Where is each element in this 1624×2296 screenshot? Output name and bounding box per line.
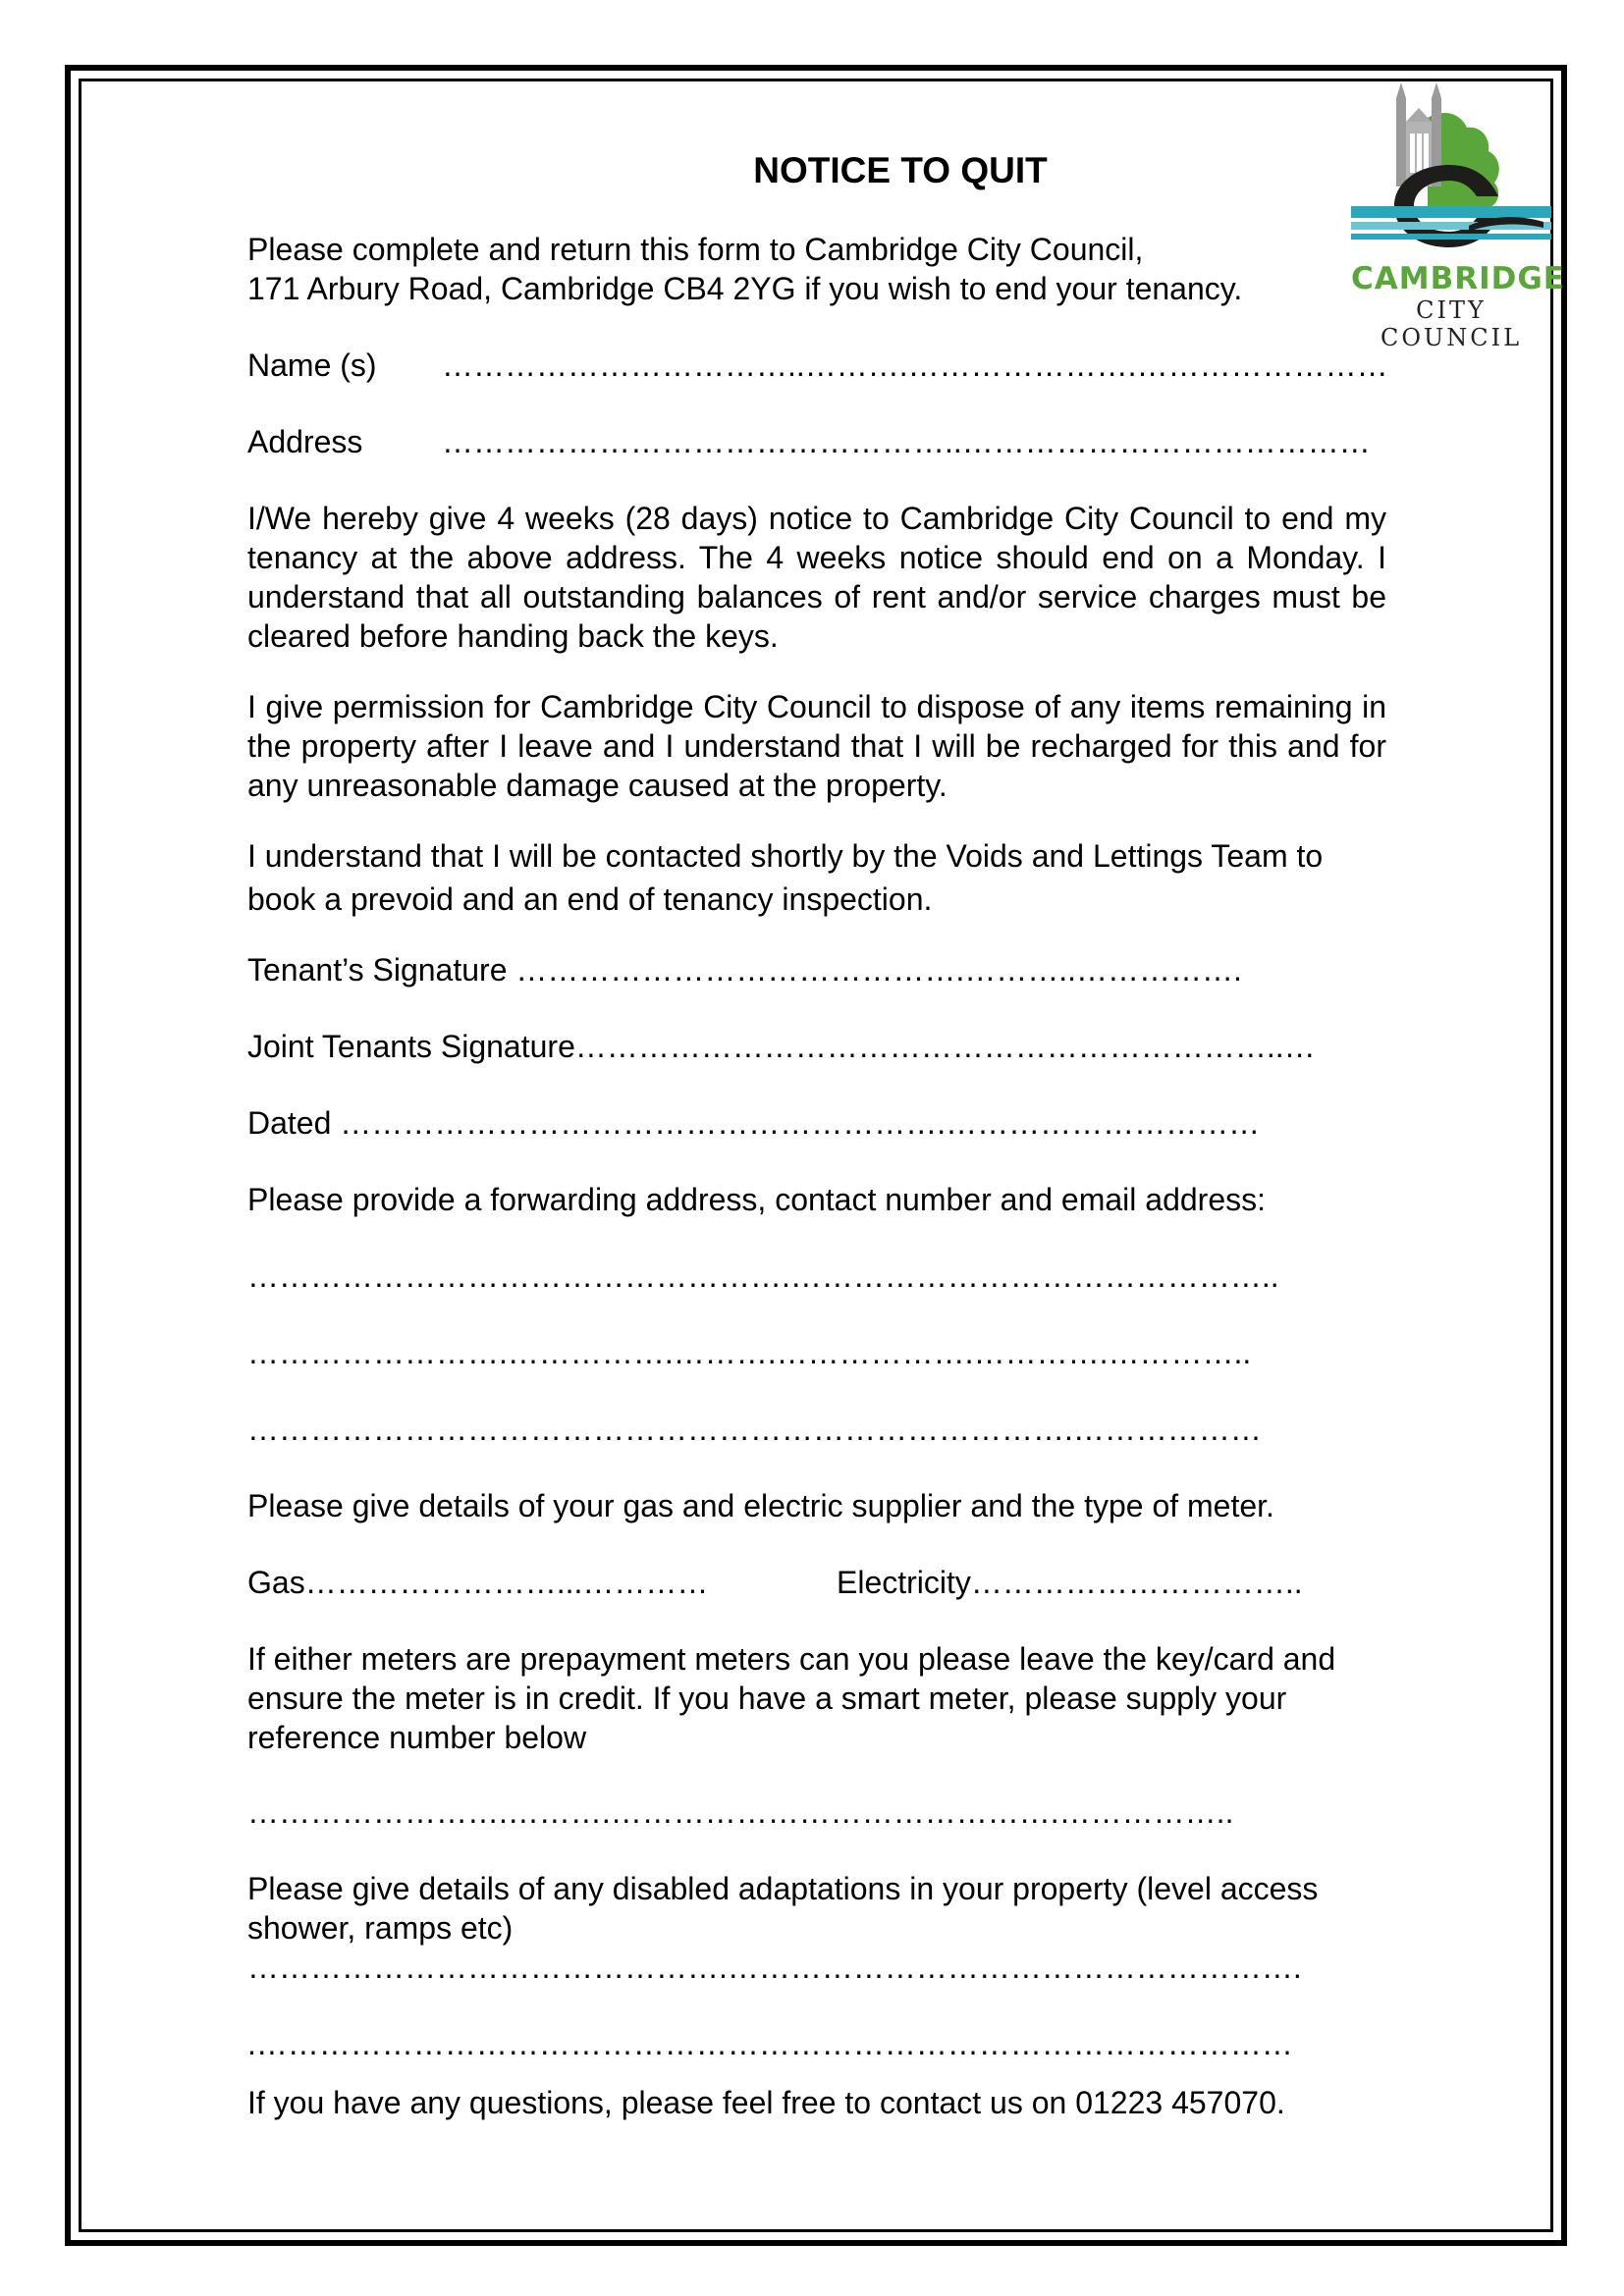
intro-line-2: 171 Arbury Road, Cambridge CB4 2YG if you wish to end your tenancy.	[247, 271, 1243, 306]
meters-paragraph: If either meters are prepayment meters can you please leave the key/card and ensure the meter is in credit. If you have a smart meter, please supply your reference number below	[247, 1641, 1336, 1755]
page-title: NOTICE TO QUIT	[753, 150, 1048, 190]
forwarding-entry-line-2[interactable]: …………………….…………….……….……………….………….…………..	[247, 1335, 1252, 1370]
name-label: Name (s)	[247, 347, 377, 383]
supplier-prompt: Please give details of your gas and electric supplier and the type of meter.	[247, 1488, 1274, 1523]
logo-wordmark-city-council: CITY COUNCIL	[1380, 296, 1523, 351]
electricity-supplier-field[interactable]: Electricity…………………………..	[837, 1565, 1303, 1600]
forwarding-entry-line-1[interactable]: …………………………………………….………………………………………..	[247, 1258, 1279, 1294]
address-entry-line[interactable]: …………………………………………..…………………………………	[442, 424, 1371, 459]
notice-paragraph: I/We hereby give 4 weeks (28 days) notice to Cambridge City Council to end my tenancy at the above address. The 4 weeks notice should end on a Monday. I understand that all outstanding balances of rent and/or service charges must be cleared before handing back the keys.	[247, 501, 1386, 654]
forwarding-entry-line-3[interactable]: …………………………………………………………………….………………	[247, 1412, 1262, 1447]
smart-meter-reference-line[interactable]: …………………….……….…………………………………….……………..	[247, 1794, 1234, 1830]
contact-footer: If you have any questions, please feel free to contact us on 01223 457070.	[247, 2085, 1285, 2120]
address-label: Address	[247, 424, 363, 459]
tenant-signature-line[interactable]: Tenant’s Signature …………………………………….………..…………….	[247, 952, 1242, 988]
dated-line[interactable]: Dated ………………………………………………….…………………………	[247, 1105, 1261, 1141]
adaptations-entry-line-2[interactable]: .………………………………………………………………………………………	[247, 2026, 1293, 2061]
forwarding-address-prompt: Please provide a forwarding address, contact number and email address:	[247, 1182, 1267, 1217]
contacted-line-1: I understand that I will be contacted shortly by the Voids and Lettings Team to	[247, 838, 1324, 874]
adaptations-entry-line-1[interactable]: ……………………………………….……………………………………………….	[247, 1949, 1302, 1985]
name-field-row	[247, 346, 1388, 385]
contacted-line-2: book a prevoid and an end of tenancy inspection.	[247, 881, 933, 917]
logo-wordmark-cambridge: CAMBRIDGE	[1351, 261, 1565, 296]
joint-tenants-signature-line[interactable]: Joint Tenants Signature…………………………………………………………..…	[247, 1029, 1316, 1064]
permission-paragraph: I give permission for Cambridge City Council to dispose of any items remaining in the property after I leave and I understand that I will be recharged for this and for any unreasonable damage caused at the property.	[247, 689, 1386, 803]
gas-supplier-field[interactable]: Gas……………………...…………	[247, 1565, 709, 1600]
name-entry-line[interactable]: ……………………………..……….………………….……………………	[442, 347, 1388, 383]
adaptations-paragraph: Please give details of any disabled adaptations in your property (level access shower, ramps etc)	[247, 1871, 1319, 1946]
intro-line-1: Please complete and return this form to Cambridge City Council,	[247, 232, 1144, 267]
cambridge-city-council-logo	[1351, 79, 1565, 351]
address-field-row	[247, 422, 1371, 461]
